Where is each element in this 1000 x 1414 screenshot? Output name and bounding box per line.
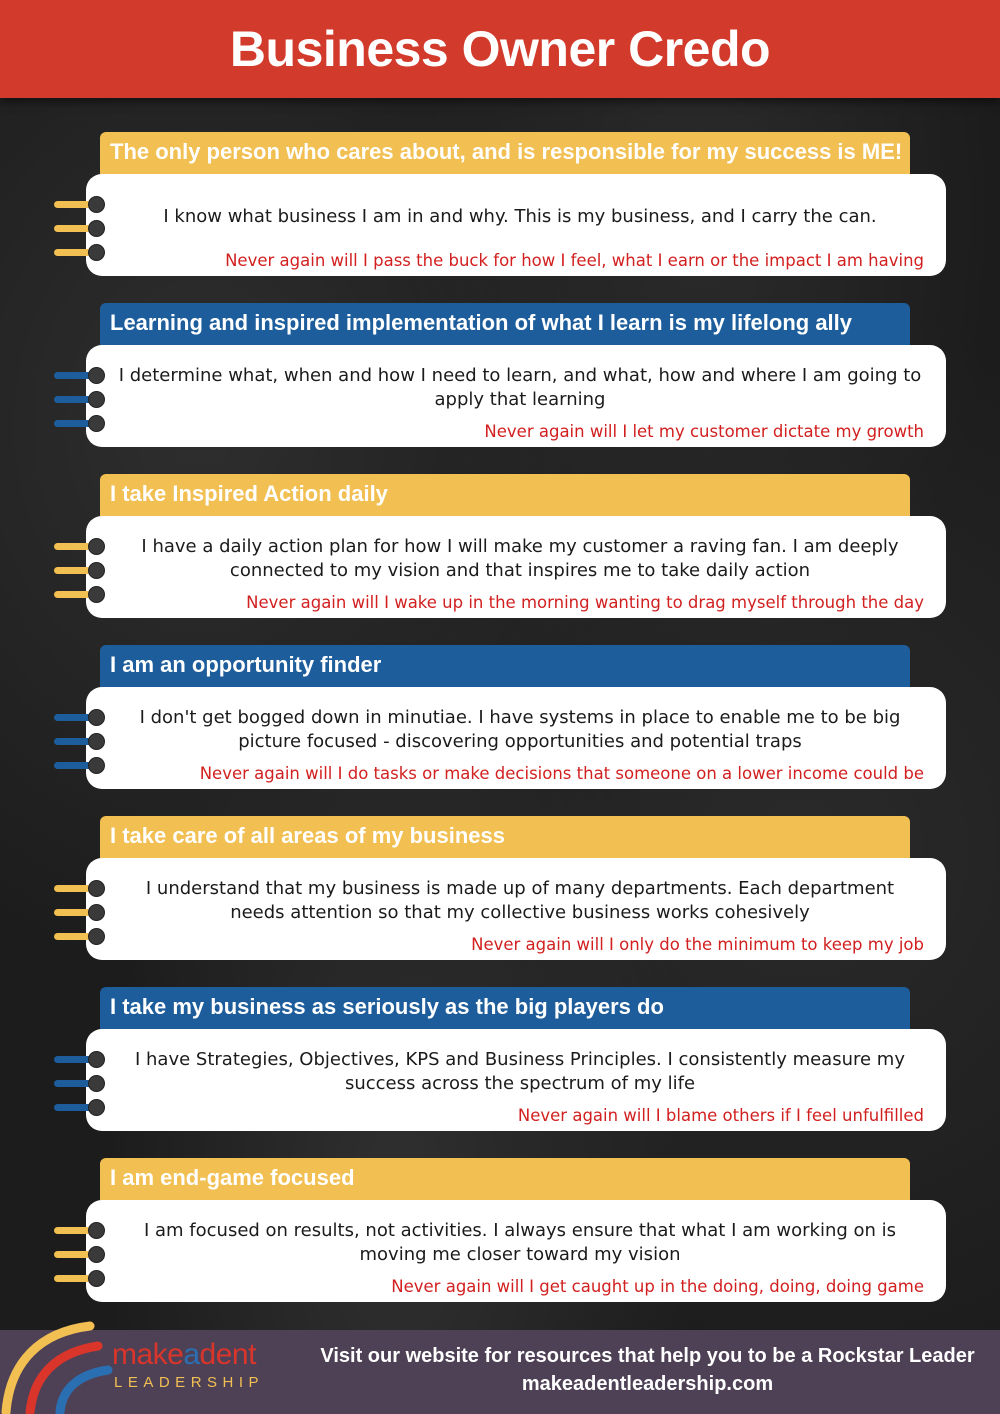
credo-card [86, 174, 946, 276]
website-link[interactable]: makeadentleadership.com [521, 1373, 774, 1395]
footer-bar [0, 1330, 1000, 1414]
credo-entry [0, 1158, 1000, 1308]
credo-card [86, 1029, 946, 1131]
logo-subtitle: LEADERSHIP [114, 1374, 265, 1391]
ring-binder-icon [54, 244, 106, 262]
header-banner [0, 0, 1000, 98]
notebook-rings [54, 709, 106, 785]
ring-binder-icon [54, 538, 106, 556]
ring-binder-icon [54, 1075, 106, 1093]
ring-binder-icon [54, 586, 106, 604]
credo-heading: I take care of all areas of my business [100, 816, 910, 858]
credo-entry [0, 474, 1000, 624]
credo-card [86, 516, 946, 618]
credo-entry [0, 816, 1000, 966]
credo-entry [0, 645, 1000, 795]
footer-tagline: Visit our website for resources that help you to be a Rockstar Leader [320, 1345, 975, 1367]
ring-binder-icon [54, 880, 106, 898]
credo-body: I have Strategies, Objectives, KPS and Business Principles. I consistently measure my success across the spectrum of my life [134, 1049, 905, 1094]
credo-card [86, 687, 946, 789]
credo-entry [0, 132, 1000, 282]
credo-heading: I am end-game focused [100, 1158, 910, 1200]
ring-binder-icon [54, 367, 106, 385]
notebook-rings [54, 880, 106, 956]
ring-binder-icon [54, 904, 106, 922]
credo-heading: Learning and inspired implementation of what I learn is my lifelong ally [100, 303, 910, 345]
credo-entry [0, 987, 1000, 1137]
ring-binder-icon [54, 733, 106, 751]
ring-binder-icon [54, 928, 106, 946]
credo-never-again: Never again will I get caught up in the doing, doing, doing game [391, 1277, 924, 1296]
credo-never-again: Never again will I pass the buck for how I feel, what I earn or the impact I am having [225, 251, 924, 270]
credo-heading: I take Inspired Action daily [100, 474, 910, 516]
ring-binder-icon [54, 415, 106, 433]
credo-body: I know what business I am in and why. This is my business, and I carry the can. [163, 206, 877, 227]
ring-binder-icon [54, 1099, 106, 1117]
ring-binder-icon [54, 757, 106, 775]
credo-never-again: Never again will I only do the minimum to keep my job [471, 935, 924, 954]
ring-binder-icon [54, 562, 106, 580]
credo-never-again: Never again will I do tasks or make decisions that someone on a lower income could be [199, 764, 924, 783]
credo-body: I don't get bogged down in minutiae. I have systems in place to enable me to be big picture focused - discovering opportunities and potential traps [139, 707, 901, 752]
notebook-rings [54, 196, 106, 272]
credo-body: I determine what, when and how I need to learn, and what, how and where I am going to apply that learning [118, 365, 922, 410]
credo-heading: I am an opportunity finder [100, 645, 910, 687]
ring-binder-icon [54, 196, 106, 214]
credo-body: I am focused on results, not activities. I always ensure that what I am working on is moving me closer toward my vision [143, 1220, 897, 1265]
swoosh-logo-icon [0, 1302, 120, 1414]
credo-card [86, 345, 946, 447]
notebook-rings [54, 367, 106, 443]
page-title: Business Owner Credo [229, 21, 771, 77]
ring-binder-icon [54, 1246, 106, 1264]
credo-heading: I take my business as seriously as the big players do [100, 987, 910, 1029]
credo-never-again: Never again will I blame others if I feel unfulfilled [517, 1106, 924, 1125]
notebook-rings [54, 1051, 106, 1127]
credo-body: I understand that my business is made up of many departments. Each department needs attention so that my collective business works cohesively [145, 878, 895, 923]
credo-never-again: Never again will I wake up in the morning wanting to drag myself through the day [246, 593, 924, 612]
ring-binder-icon [54, 1270, 106, 1288]
credo-never-again: Never again will I let my customer dictate my growth [484, 422, 924, 441]
ring-binder-icon [54, 391, 106, 409]
ring-binder-icon [54, 1051, 106, 1069]
credo-card [86, 858, 946, 960]
credo-entry [0, 303, 1000, 453]
ring-binder-icon [54, 709, 106, 727]
footer-message [320, 1342, 975, 1398]
ring-binder-icon [54, 220, 106, 238]
logo-wordmark: makeadent [112, 1338, 256, 1371]
ring-binder-icon [54, 1222, 106, 1240]
credo-body: I have a daily action plan for how I will make my customer a raving fan. I am deeply connected to my vision and that inspires me to take daily action [141, 536, 899, 581]
makeadent-logo[interactable] [0, 1330, 320, 1414]
credo-card [86, 1200, 946, 1302]
credo-heading: The only person who cares about, and is responsible for my success is ME! [100, 132, 910, 174]
notebook-rings [54, 1222, 106, 1298]
notebook-rings [54, 538, 106, 614]
